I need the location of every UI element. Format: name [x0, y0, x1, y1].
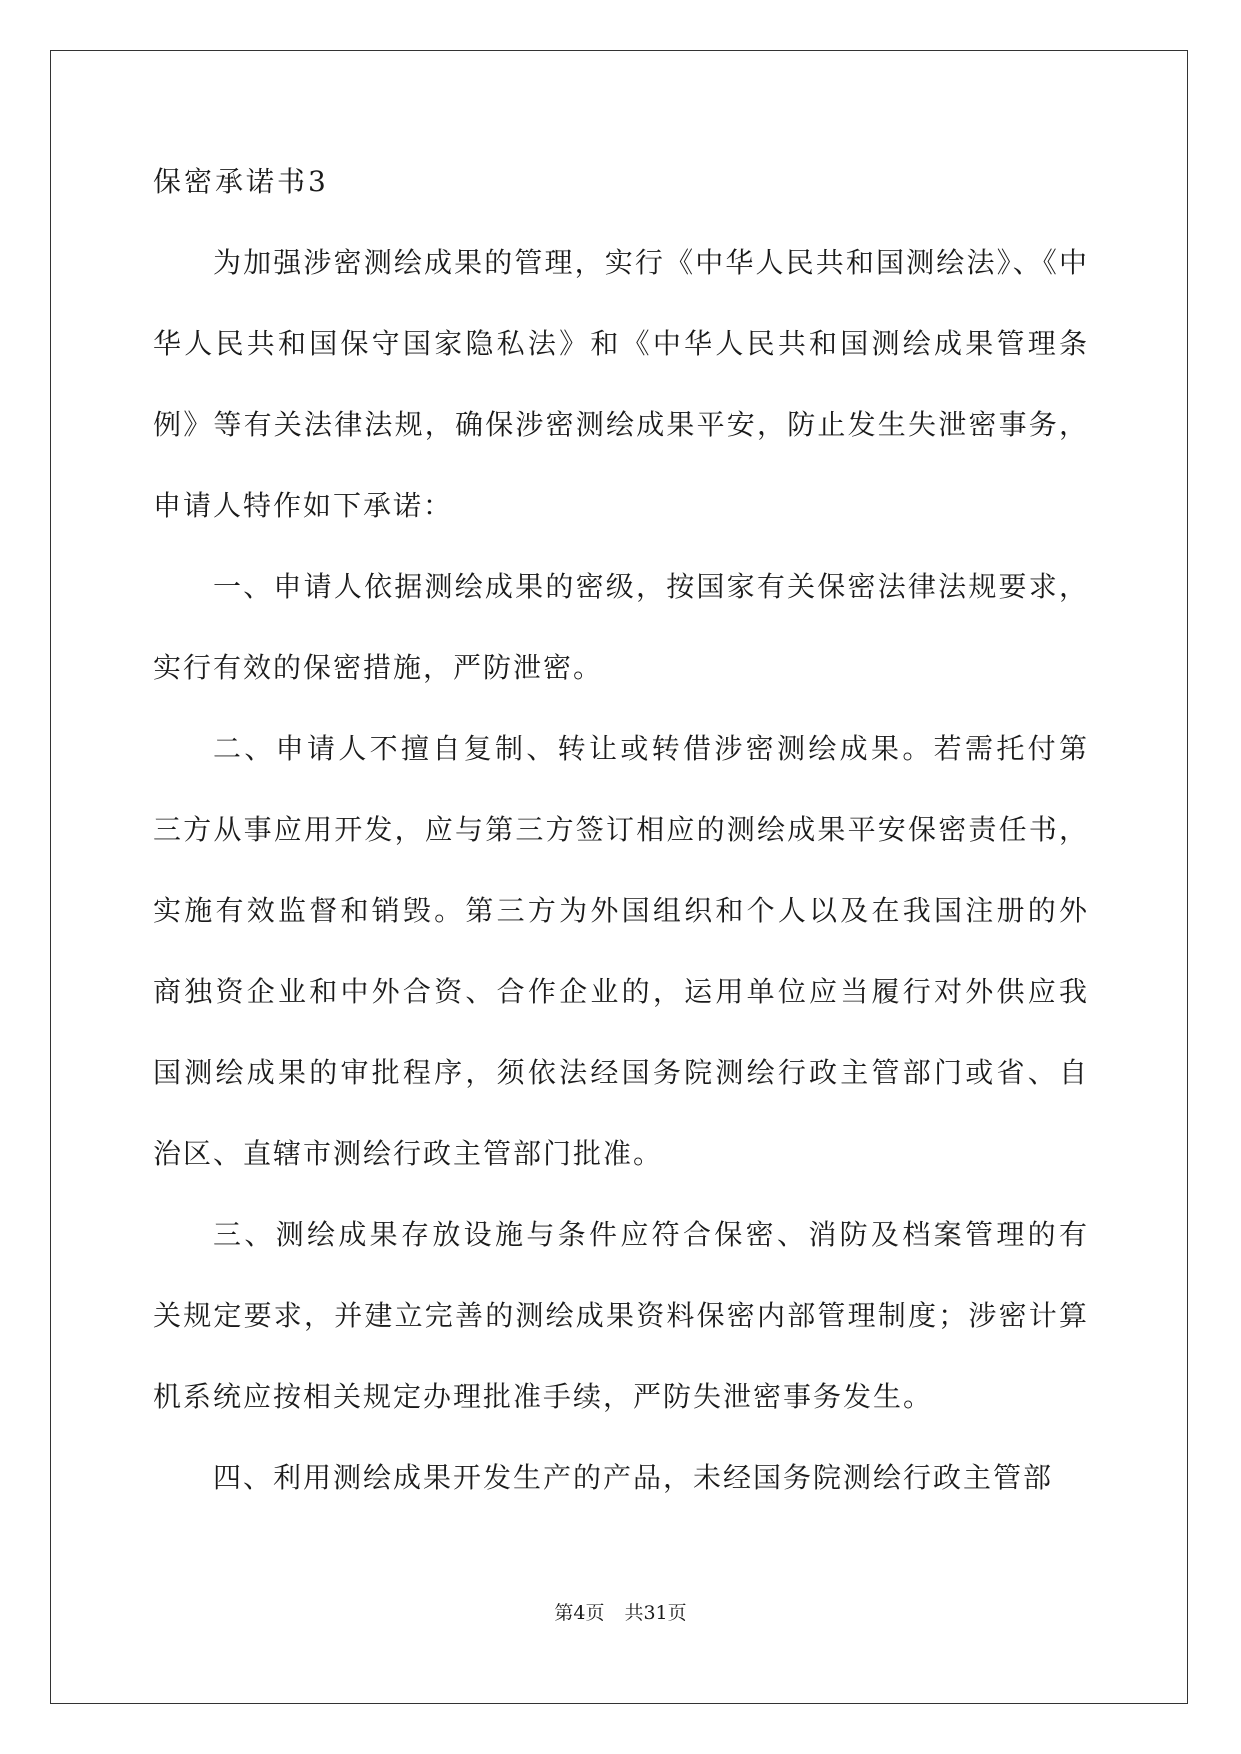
- paragraph-line: 三、测绘成果存放设施与条件应符合保密、消防及档案管理的有: [213, 1218, 1089, 1251]
- paragraph-line: 为加强涉密测绘成果的管理，实行《中华人民共和国测绘法》、《中: [213, 246, 1089, 279]
- paragraph-line: 商独资企业和中外合资、合作企业的，运用单位应当履行对外供应我: [153, 975, 1089, 1008]
- paragraph-line: 二、申请人不擅自复制、转让或转借涉密测绘成果。若需托付第: [213, 732, 1089, 765]
- paragraph-line: 机系统应按相关规定办理批准手续，严防失泄密事务发生。: [153, 1380, 934, 1413]
- paragraph-line: 四、利用测绘成果开发生产的产品，未经国务院测绘行政主管部: [213, 1461, 1054, 1494]
- document-title: 保密承诺书3: [153, 165, 329, 198]
- paragraph-line: 实施有效监督和销毁。第三方为外国组织和个人以及在我国注册的外: [153, 894, 1089, 927]
- paragraph-2: [153, 567, 1089, 688]
- paragraph-line: 华人民共和国保守国家隐私法》和《中华人民共和国测绘成果管理条: [153, 327, 1089, 360]
- paragraph-4: [153, 1215, 1089, 1417]
- paragraph-1: [153, 243, 1089, 526]
- paragraph-line: 例》等有关法律法规，确保涉密测绘成果平安，防止发生失泄密事务，: [153, 408, 1089, 441]
- page-footer: [0, 1600, 1241, 1626]
- paragraph-line: 治区、直辖市测绘行政主管部门批准。: [153, 1137, 664, 1170]
- paragraph-5: [153, 1458, 1089, 1498]
- document-body: [153, 162, 1089, 1539]
- page-number: 第4页: [554, 1602, 605, 1624]
- paragraph-line: 一、申请人依据测绘成果的密级，按国家有关保密法律法规要求，: [213, 570, 1089, 603]
- paragraph-line: 申请人特作如下承诺：: [153, 489, 454, 522]
- paragraph-3: [153, 729, 1089, 1174]
- paragraph-line: 实行有效的保密措施，严防泄密。: [153, 651, 604, 684]
- paragraph-line: 三方从事应用开发，应与第三方签订相应的测绘成果平安保密责任书，: [153, 813, 1089, 846]
- paragraph-line: 国测绘成果的审批程序，须依法经国务院测绘行政主管部门或省、自: [153, 1056, 1089, 1089]
- page-total: 共31页: [624, 1602, 687, 1624]
- paragraph-line: 关规定要求，并建立完善的测绘成果资料保密内部管理制度；涉密计算: [153, 1299, 1089, 1332]
